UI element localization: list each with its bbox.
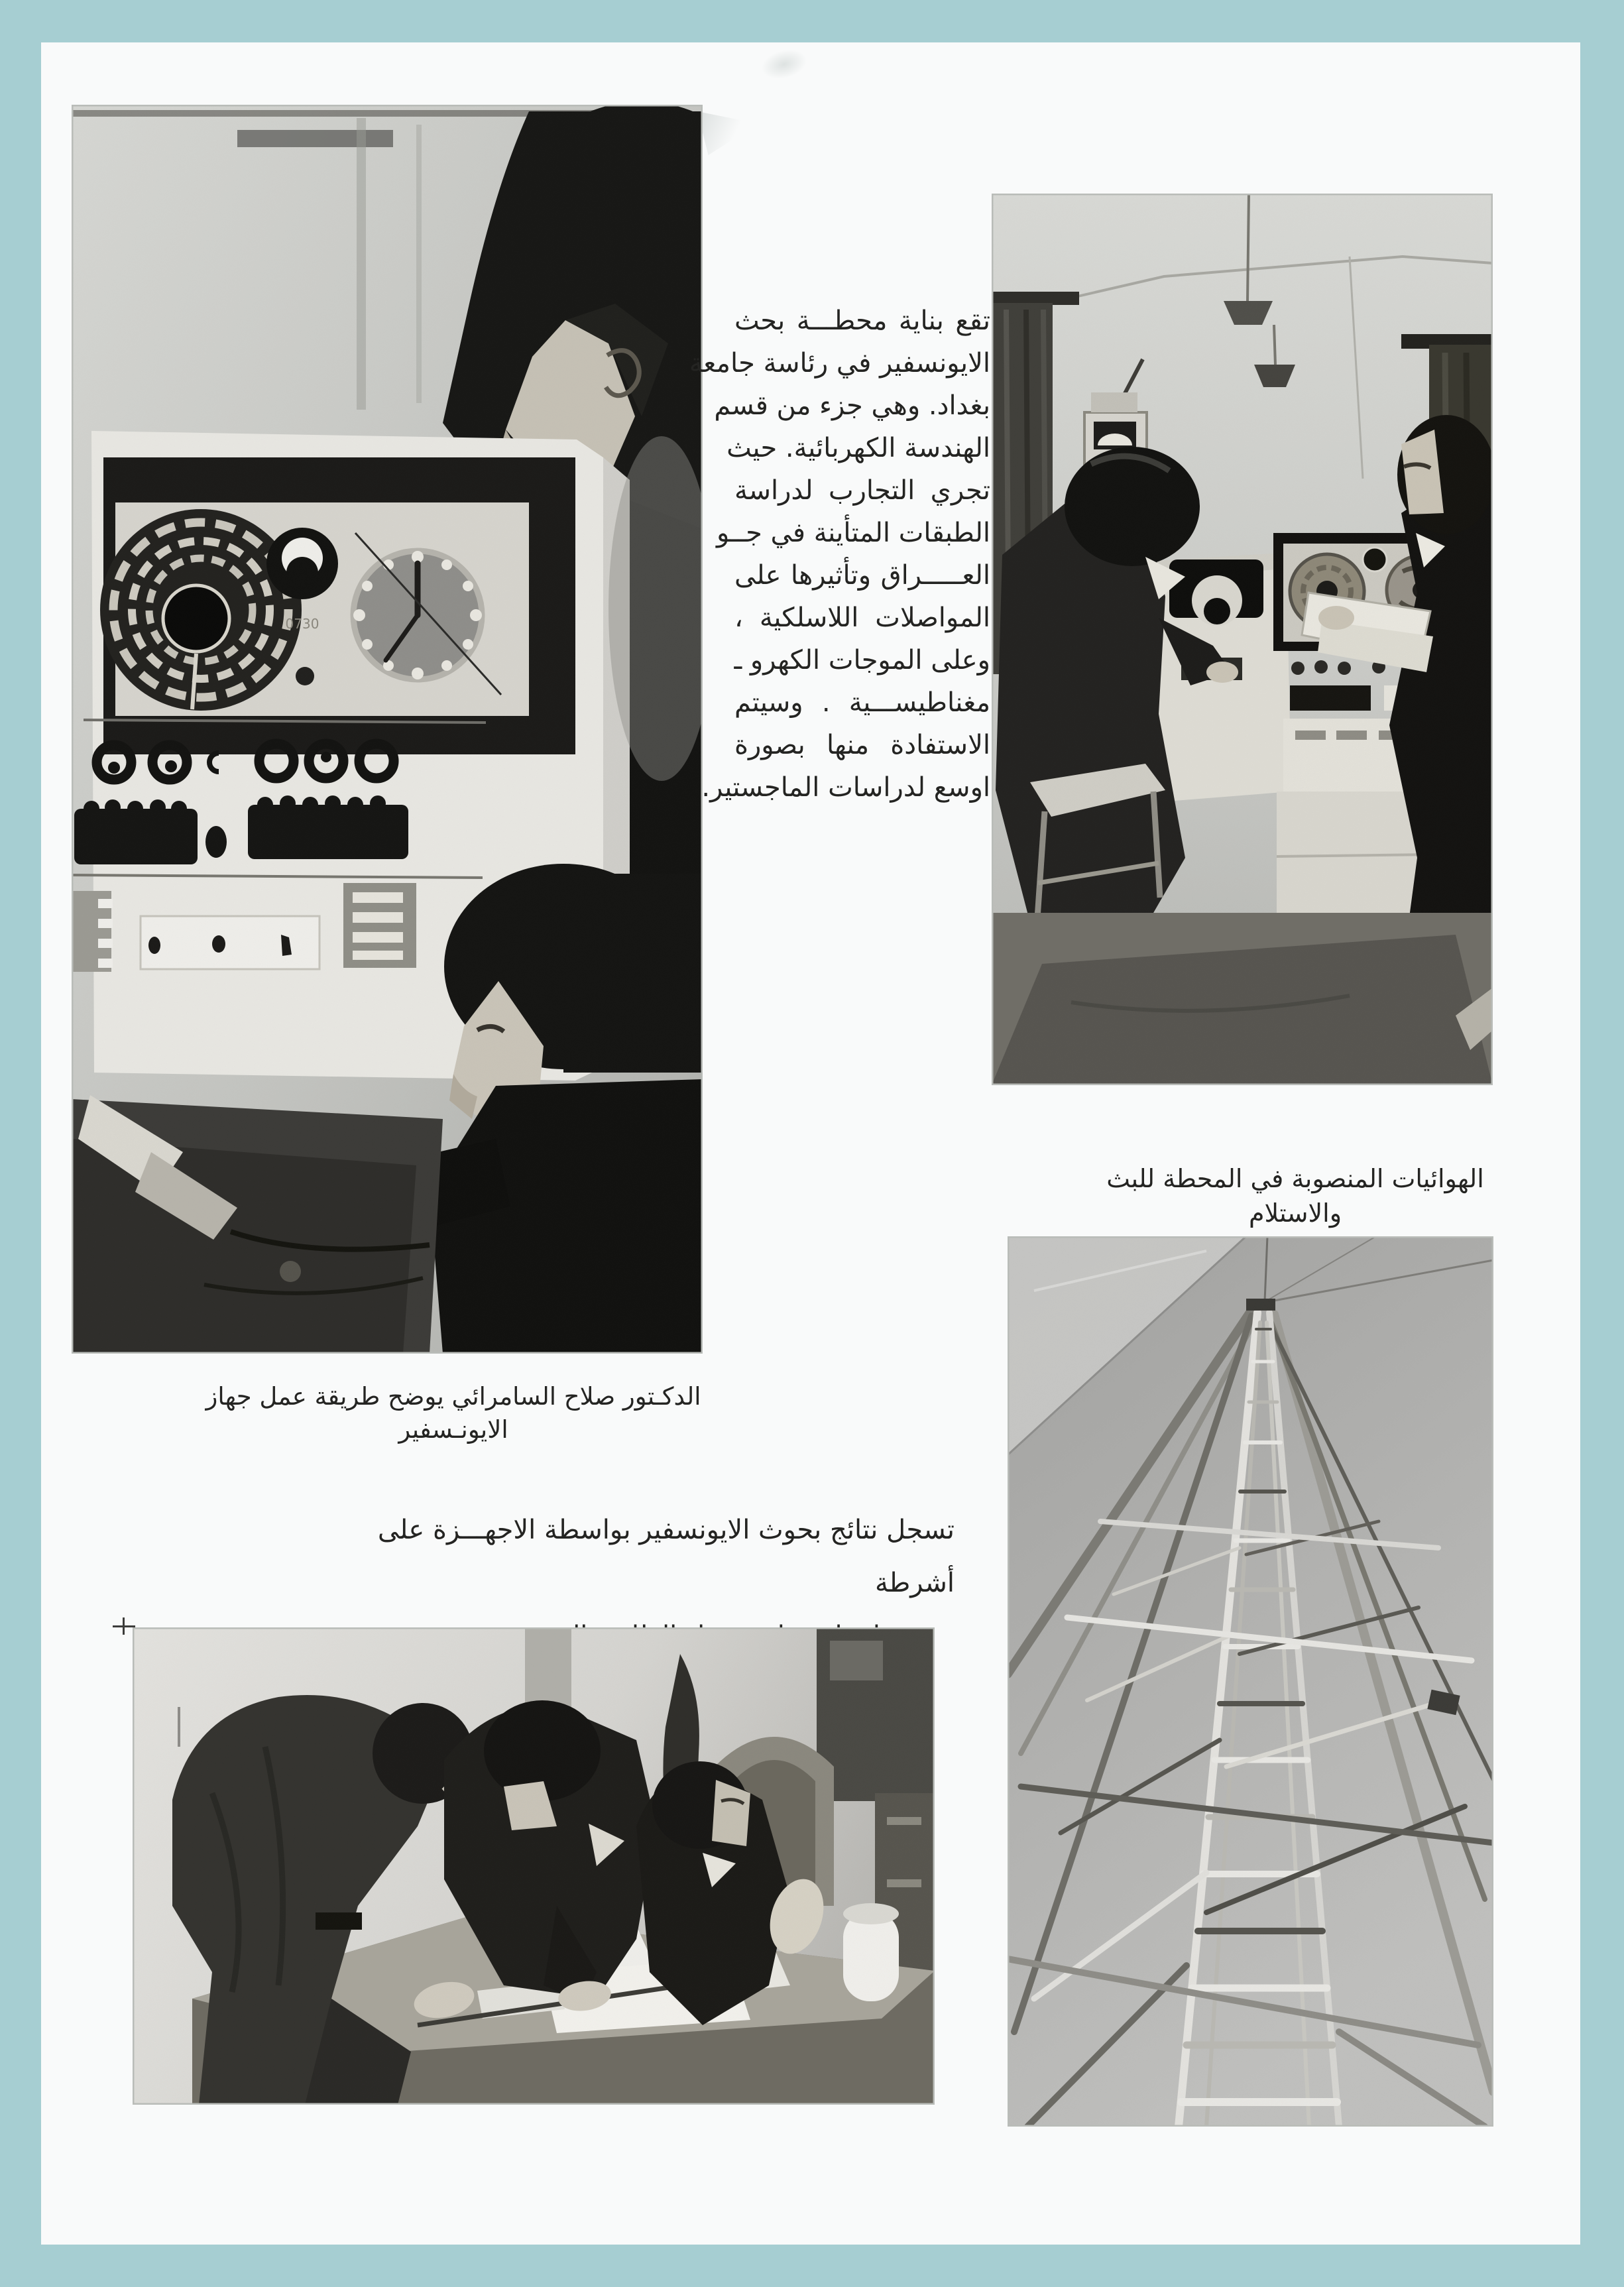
photo-reviewing-records <box>133 1627 935 2105</box>
paragraph-line: المواصلات اللاسلكية ، <box>734 603 990 633</box>
paragraph-line: العـــــراق وتأثيرها على <box>734 560 990 591</box>
paragraph-line: الايونسفير في رئاسة جامعة <box>689 348 990 379</box>
photo-ionosonde-illustration <box>72 105 703 1354</box>
caption-doctor: الدكـتور صلاح السامرائي يوضح طريقة عمل جهاز الايونـسفير <box>205 1382 701 1444</box>
paragraph-line: الاستفادة منها بصورة <box>734 730 990 760</box>
paragraph-line: اوسع لدراسات الماجستير. <box>701 772 990 803</box>
paragraph-line: الهندسة الكهربائية. حيث <box>726 433 990 463</box>
svg-text:0730: 0730 <box>285 616 319 632</box>
paragraph-line: مغناطيســـية . وسيتم <box>734 687 990 718</box>
photo-antenna-tower-illustration <box>1008 1236 1493 2127</box>
photo-ionosonde-equipment <box>72 105 703 1354</box>
caption-antennas: الهوائيات المنصوبة في المحطة للبث والاستلام <box>1106 1164 1484 1228</box>
paragraph-line: تقع بناية محطـــة بحث <box>734 306 990 336</box>
paragraph-line: وعلى الموجات الكهرو ـ <box>734 645 990 675</box>
photo-reviewing-records-illustration <box>133 1627 935 2105</box>
paragraph-line: الطبقات المتأينة في جــو <box>716 518 990 548</box>
photo-station-lab <box>992 194 1493 1085</box>
crop-mark <box>113 1617 135 1635</box>
recording-note-line: تسجل نتائج بحوث الايونسفير بواسطة الاجهـــزة على أشرطة <box>377 1515 955 1598</box>
photo-station-lab-illustration <box>992 194 1493 1085</box>
article-paragraph <box>689 300 990 809</box>
paragraph-line: تجري التجارب لدراسة <box>734 475 990 506</box>
paragraph-line: بغداد. وهي جزء من قسم <box>714 390 990 421</box>
photo-antenna-tower <box>1008 1236 1493 2127</box>
